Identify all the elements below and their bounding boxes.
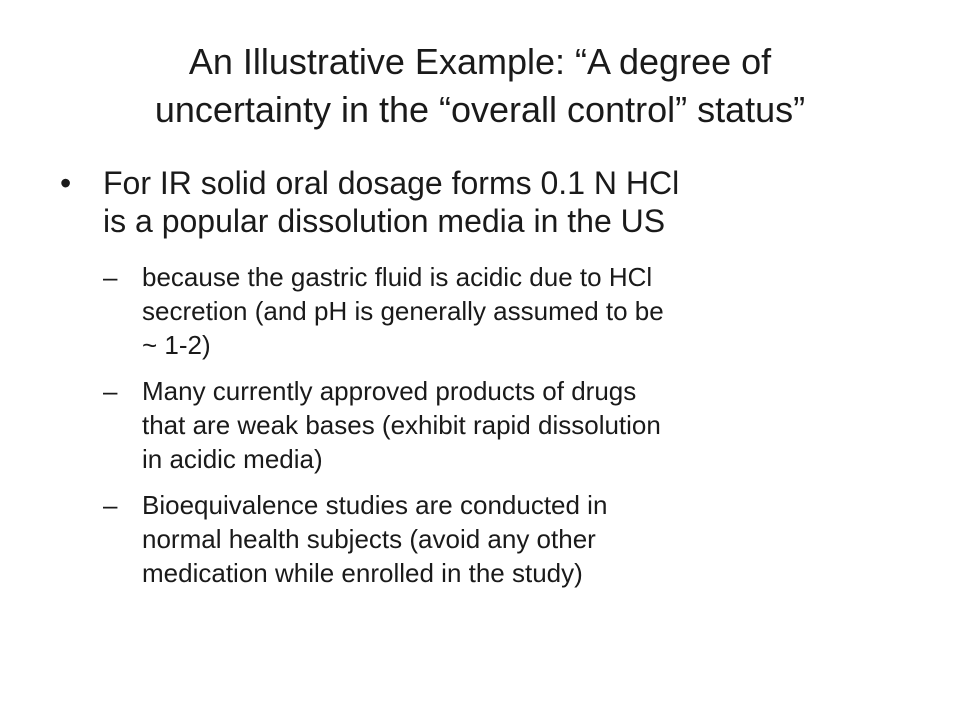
- sub-bullet-gastric-fluid: [103, 260, 900, 362]
- dash-marker: –: [103, 376, 118, 406]
- sub-bullet-line: normal health subjects (avoid any other: [142, 524, 596, 554]
- bullet-line: is a popular dissolution media in the US: [103, 203, 666, 239]
- sub-bullet-weak-bases: [103, 374, 900, 476]
- bullet-line: For IR solid oral dosage forms 0.1 N HCl: [103, 165, 680, 201]
- sub-bullet-line: Bioequivalence studies are conducted in: [142, 490, 608, 520]
- sub-bullet-text: [142, 488, 900, 590]
- sub-bullet-bioequivalence: [103, 488, 900, 590]
- sub-bullet-line: Many currently approved products of drugs: [142, 376, 637, 406]
- main-bullet-text: [103, 164, 900, 240]
- sub-bullet-line: that are weak bases (exhibit rapid dissolution: [142, 410, 661, 440]
- sub-bullet-line: in acidic media): [142, 444, 323, 474]
- sub-bullet-line: secretion (and pH is generally assumed to be: [142, 296, 664, 326]
- sub-bullet-line: because the gastric fluid is acidic due to HCl: [142, 262, 653, 292]
- bullet-marker: •: [60, 165, 72, 201]
- dash-marker: –: [103, 262, 118, 292]
- sub-bullet-text: [142, 260, 900, 362]
- title-line: An Illustrative Example: “A degree of: [188, 41, 772, 82]
- sub-bullet-list: [60, 260, 900, 590]
- main-bullet: [60, 164, 900, 240]
- sub-bullet-line: medication while enrolled in the study): [142, 558, 583, 588]
- slide-body: [60, 164, 900, 602]
- sub-bullet-line: ~ 1-2): [142, 330, 211, 360]
- dash-marker: –: [103, 490, 118, 520]
- title-line: uncertainty in the “overall control” status”: [154, 89, 806, 130]
- slide-title: [80, 38, 880, 134]
- sub-bullet-text: [142, 374, 900, 476]
